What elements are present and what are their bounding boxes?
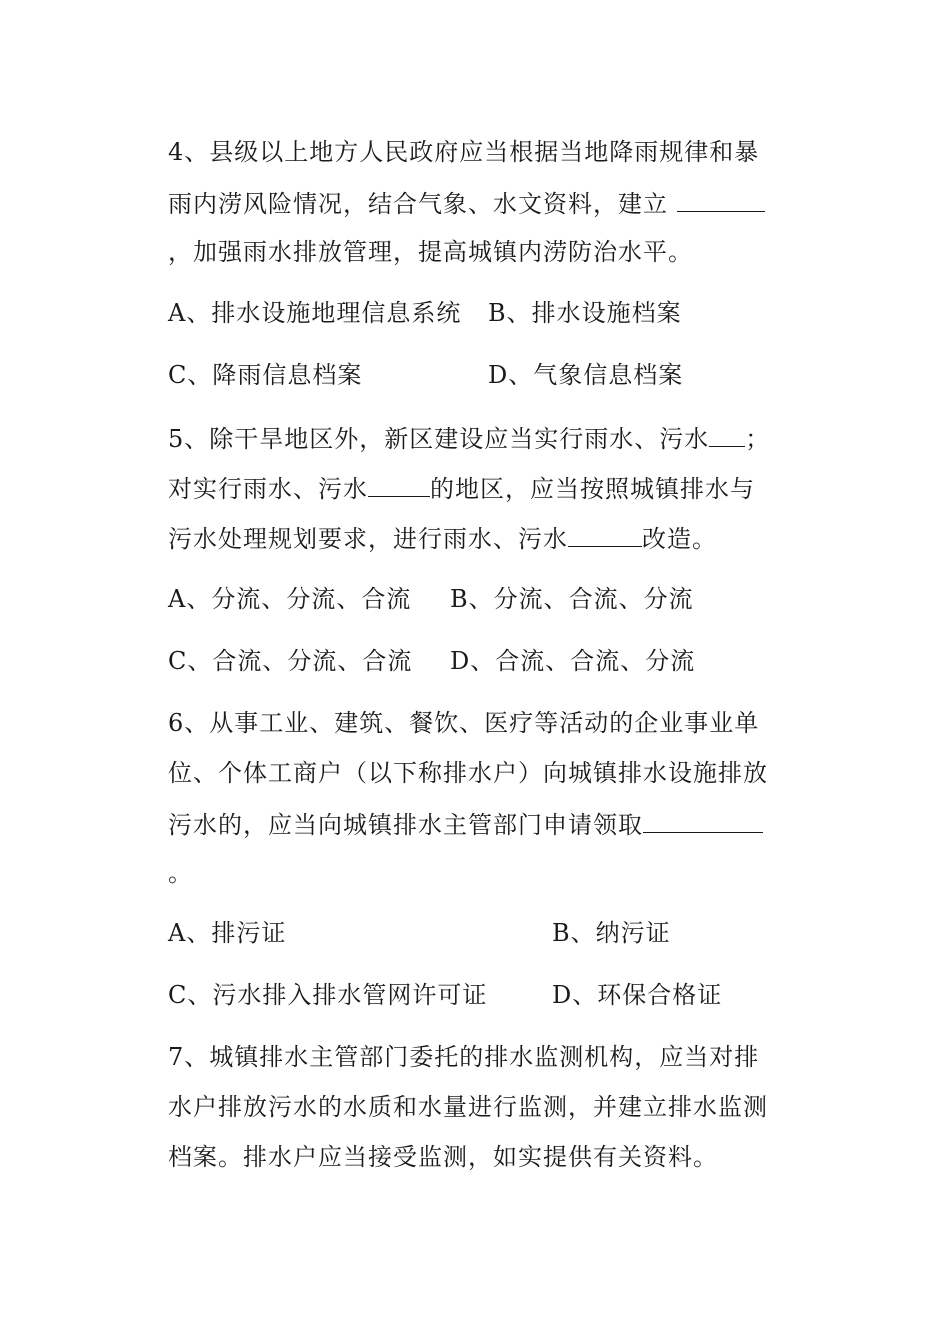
question-4-option-b: B、排水设施档案 [488, 299, 682, 327]
question-5-line-3-start: 污水处理规划要求，进行雨水、污水 [168, 525, 568, 553]
answer-blank [568, 520, 642, 547]
question-5-line-3 [168, 520, 717, 556]
answer-blank [368, 470, 430, 497]
question-6-option-c: C、污水排入排水管网许可证 [168, 981, 488, 1009]
question-5-line-3-end: 改造。 [642, 525, 717, 553]
question-4-line-1: 4、县级以上地方人民政府应当根据当地降雨规律和暴 [168, 138, 760, 166]
question-5-option-b: B、分流、合流、分流 [450, 585, 694, 613]
question-4-line-2-text: 雨内涝风险情况，结合气象、水文资料，建立 [168, 190, 668, 218]
question-5-line-2 [168, 470, 755, 506]
question-6-option-a: A、排污证 [168, 919, 287, 947]
question-6-line-1: 6、从事工业、建筑、餐饮、医疗等活动的企业事业单 [168, 709, 760, 737]
question-5-line-1 [168, 420, 770, 456]
question-6-option-d: D、环保合格证 [552, 981, 723, 1009]
question-4-option-c: C、降雨信息档案 [168, 361, 363, 389]
question-7-line-3: 档案。排水户应当接受监测，如实提供有关资料。 [168, 1143, 718, 1171]
question-7-line-2: 水户排放污水的水质和水量进行监测，并建立排水监测 [168, 1093, 768, 1121]
question-5-option-c: C、合流、分流、合流 [168, 647, 413, 675]
question-6-option-b: B、纳污证 [552, 919, 671, 947]
question-7-line-1: 7、城镇排水主管部门委托的排水监测机构，应当对排 [168, 1043, 760, 1071]
answer-blank [677, 185, 765, 212]
question-5-option-a: A、分流、分流、合流 [168, 585, 412, 613]
question-6-line-3-text: 污水的，应当向城镇排水主管部门申请领取 [168, 811, 643, 839]
question-4-line-3: ，加强雨水排放管理，提高城镇内涝防治水平。 [168, 238, 693, 266]
question-5-line-2-end: 的地区，应当按照城镇排水与 [430, 475, 755, 503]
question-5-option-d: D、合流、合流、分流 [450, 647, 696, 675]
answer-blank [709, 420, 745, 447]
question-6-line-3 [168, 806, 763, 842]
question-6-line-4: 。 [168, 859, 193, 887]
question-5-line-1-end: ； [745, 425, 771, 453]
question-5-line-2-start: 对实行雨水、污水 [168, 475, 368, 503]
question-4-option-d: D、气象信息档案 [488, 361, 684, 389]
question-5-line-1-text: 5、除干旱地区外，新区建设应当实行雨水、污水 [168, 425, 710, 453]
question-6-line-2: 位、个体工商户（以下称排水户）向城镇排水设施排放 [168, 759, 768, 787]
question-4-option-a: A、排水设施地理信息系统 [168, 299, 462, 327]
answer-blank [643, 806, 763, 833]
question-4-line-2 [168, 185, 765, 221]
